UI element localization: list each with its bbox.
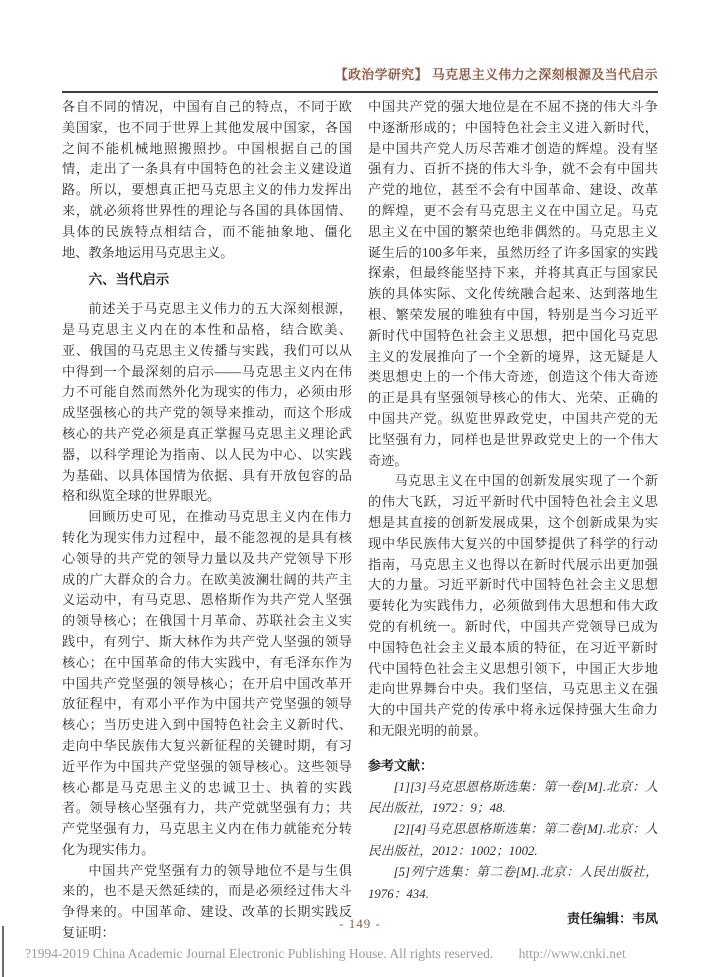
paragraph: 中国共产党坚强有力的领导地位不是与生俱来的，也不是天然延续的，而是必须经过伟大斗争得来的。中国革命、建设、改革的长期实践反复证明： — [62, 862, 352, 941]
copyright-notice — [25, 946, 626, 962]
section-heading: 六、当代启示 — [88, 272, 170, 288]
cnki-url-link[interactable]: http://www.cnki.net — [518, 946, 626, 961]
left-column — [62, 97, 352, 944]
running-head-title: 【政治学研究】 马克思主义伟力之深刻根源及当代启示 — [334, 67, 658, 82]
copyright-text: ?1994-2019 China Academic Journal Electronic Publishing House. All rights reserved. — [25, 946, 494, 961]
paragraph-continued: 各自不同的情况，中国有自己的特点，不同于欧美国家，也不同于世界上其他发展中国家，各国之间不能机械地照搬照抄。中国根据自己的国情，走出了一条具有中国特色的社会主义建设道路。所以，要想真正把马克思主义的伟力发挥出来，就必须将世界性的理论与各国的具体国情、具体的民族特点相结合，而不能抽象地、僵化地、教条地运用马克思主义。 — [62, 99, 352, 260]
paragraph-continued: 中国共产党的强大地位是在不屈不挠的伟大斗争中逐渐形成的；中国特色社会主义进入新时代，是中国共产党人历尽苦难才创造的辉煌。没有坚强有力、百折不挠的伟大斗争，就不会有中国共产党的地位，甚至不会有中国革命、建设、改革的辉煌，更不会有马克思主义在中国立足。马克思主义在中国的繁荣也绝非偶然的。马克思主义诞生后的100多年来，虽然历经了许多国家的实践探索，但最终能坚持下来，并将其真正与国家民族的具体实际、文化传统融合起来、达到落地生根、繁荣发展的唯独有中国，特别是当今习近平新时代中国特色社会主义思想，把中国化马克思主义的发展推向了一个全新的境界，这无疑是人类思想史上的一个伟大奇迹，创造这个伟大奇迹的正是具有坚强领导核心的伟大、光荣、正确的中国共产党。纵览世界政党史，中国共产党的无比坚强有力，同样也是世界政党史上的一个伟大奇迹。 — [368, 99, 658, 468]
reference-item: [5]列宁选集：第二卷[M].北京：人民出版社，1976：434. — [368, 865, 658, 901]
paragraph: 前述关于马克思主义伟力的五大深刻根源，是马克思主义内在的本性和品格，结合欧美、亚、俄国的马克思主义传播与实践，我们可以从中得到一个最深刻的启示——马克思主义内在伟力不可能自然而然外化为现实的伟力，必须由形成坚强核心的共产党的领导来推动，而这个形成核心的共产党必须是真正掌握马克思主义理论武器，以科学理论为指南、以人民为中心、以实践为基础、以具体国情为依据、具有开放包容的品格和纵览全球的世界眼光。 — [62, 301, 352, 504]
references-heading: 参考文献： — [368, 757, 434, 773]
paragraph: 回顾历史可见，在推动马克思主义内在伟力转化为现实伟力过程中，最不能忽视的是具有核心领导的共产党的领导力量以及共产党领导下形成的广大群众的合力。在欧美波澜壮阔的共产主义运动中，有马克思、恩格斯作为共产党人坚强的领导核心；在俄国十月革命、苏联社会主义实践中，有列宁、斯大林作为共产党人坚强的领导核心；在中国革命的伟大实践中，有毛泽东作为中国共产党坚强的领导核心；在开启中国改革开放征程中，有邓小平作为中国共产党坚强的领导核心；当历史进入到中国特色社会主义新时代、走向中华民族伟大复兴新征程的关键时期，有习近平作为中国共产党坚强的领导核心。这些领导核心都是马克思主义的忠诚卫士、执着的实践者。领导核心坚强有力，共产党就坚强有力；共产党坚强有力，马克思主义内在伟力就能充分转化为现实伟力。 — [62, 509, 352, 857]
header-divider — [62, 91, 658, 93]
paragraph: 马克思主义在中国的创新发展实现了一个新的伟大飞跃，习近平新时代中国特色社会主义思想是其直接的创新发展成果，这个创新成果为实现中华民族伟大复兴的中国梦提供了科学的行动指南，马克思主义也得以在新时代展示出更加强大的力量。习近平新时代中国特色社会主义思想要转化为实践伟力，必须做到伟大思想和伟大政党的有机统一。新时代，中国共产党领导已成为中国特色社会主义最本质的特征，在习近平新时代中国特色社会主义思想引领下，中国正大步地走向世界舞台中央。我们坚信，马克思主义在强大的中国共产党的传承中将永远保持强大生命力和无限光明的前景。 — [368, 473, 658, 738]
reference-item: [1][3]马克思恩格斯选集：第一卷[M].北京：人民出版社，1972：9；48. — [368, 779, 658, 815]
scan-edge-artifact — [2, 926, 4, 977]
page-number: - 149 - — [339, 916, 381, 931]
article-body — [62, 97, 658, 944]
reference-item: [2][4]马克思恩格斯选集：第二卷[M].北京：人民出版社，2012：1002；1002. — [368, 822, 658, 858]
right-column — [368, 97, 658, 944]
editor-note: 责任编辑：韦凤 — [566, 910, 658, 926]
